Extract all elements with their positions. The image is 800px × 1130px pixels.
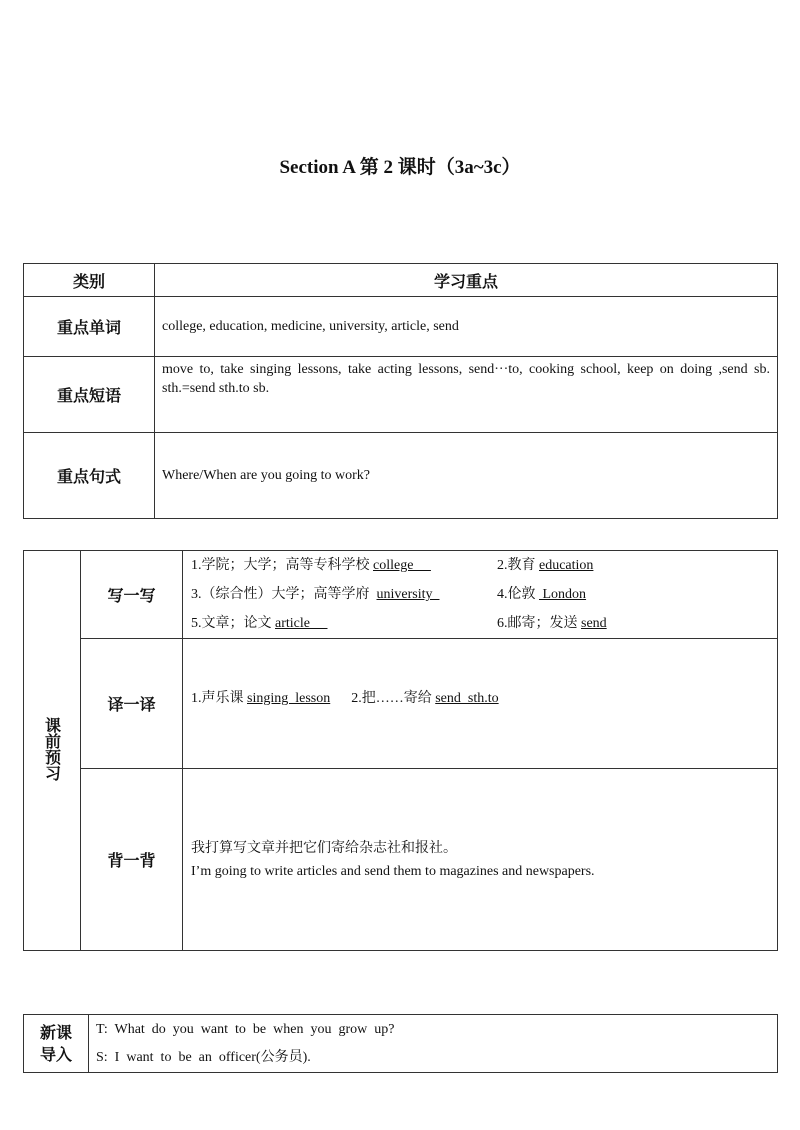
write-label: 写一写 <box>81 551 183 639</box>
row-label-words: 重点单词 <box>24 297 155 357</box>
row-label-sentences: 重点句式 <box>24 433 155 519</box>
intro-content <box>89 1015 778 1073</box>
table-row <box>24 297 778 357</box>
write-line-3 <box>191 609 770 638</box>
intro-teacher-line: T: What do you want to be when you grow up? <box>96 1021 395 1037</box>
table-row <box>24 1015 778 1073</box>
list-item: 2.把……寄给 send sth.to <box>351 691 499 706</box>
row-label-phrases: 重点短语 <box>24 357 155 433</box>
recite-content <box>183 769 778 951</box>
list-item: 1.声乐课 singing lesson <box>191 691 331 706</box>
page-title: Section A 第 2 课时（3a~3c） <box>279 157 521 178</box>
write-line-1 <box>191 551 770 580</box>
intro-label: 新课导入 <box>24 1015 89 1073</box>
list-item: 2.教育 education <box>497 558 594 573</box>
preview-table <box>23 550 778 951</box>
table-row <box>24 551 778 639</box>
row-content-words: college, education, medicine, university, article, send <box>155 297 778 357</box>
table-header-row <box>24 264 778 297</box>
translate-label: 译一译 <box>81 639 183 769</box>
table-row <box>24 357 778 433</box>
row-content-phrases: move to, take singing lessons, take acting lessons, send···to, cooking school, keep on doing ,send sb. sth.=send sth.to sb. <box>155 357 778 433</box>
focus-table <box>23 263 778 519</box>
recite-english: I’m going to write articles and send them to magazines and newspapers. <box>191 863 595 879</box>
translate-content <box>183 639 778 769</box>
table-row <box>24 639 778 769</box>
list-item: 4.伦敦 London <box>497 587 587 602</box>
intro-student-line: S: I want to be an officer(公务员). <box>96 1049 311 1065</box>
header-focus: 学习重点 <box>155 264 778 297</box>
row-content-sentences: Where/When are you going to work? <box>155 433 778 519</box>
intro-table <box>23 1014 778 1073</box>
header-category: 类别 <box>24 264 155 297</box>
write-content <box>183 551 778 639</box>
list-item: 5.文章；论文 article <box>191 616 328 631</box>
table-row <box>24 769 778 951</box>
recite-label: 背一背 <box>81 769 183 951</box>
list-item: 3.（综合性）大学；高等学府 university <box>191 587 440 602</box>
list-item: 1.学院；大学；高等专科学校 college <box>191 558 431 573</box>
table-row <box>24 433 778 519</box>
preview-section-label: 课前预习 <box>24 551 81 951</box>
write-line-2 <box>191 580 770 609</box>
list-item: 6.邮寄；发送 send <box>497 616 607 631</box>
recite-chinese: 我打算写文章并把它们寄给杂志社和报社。 <box>191 840 457 856</box>
